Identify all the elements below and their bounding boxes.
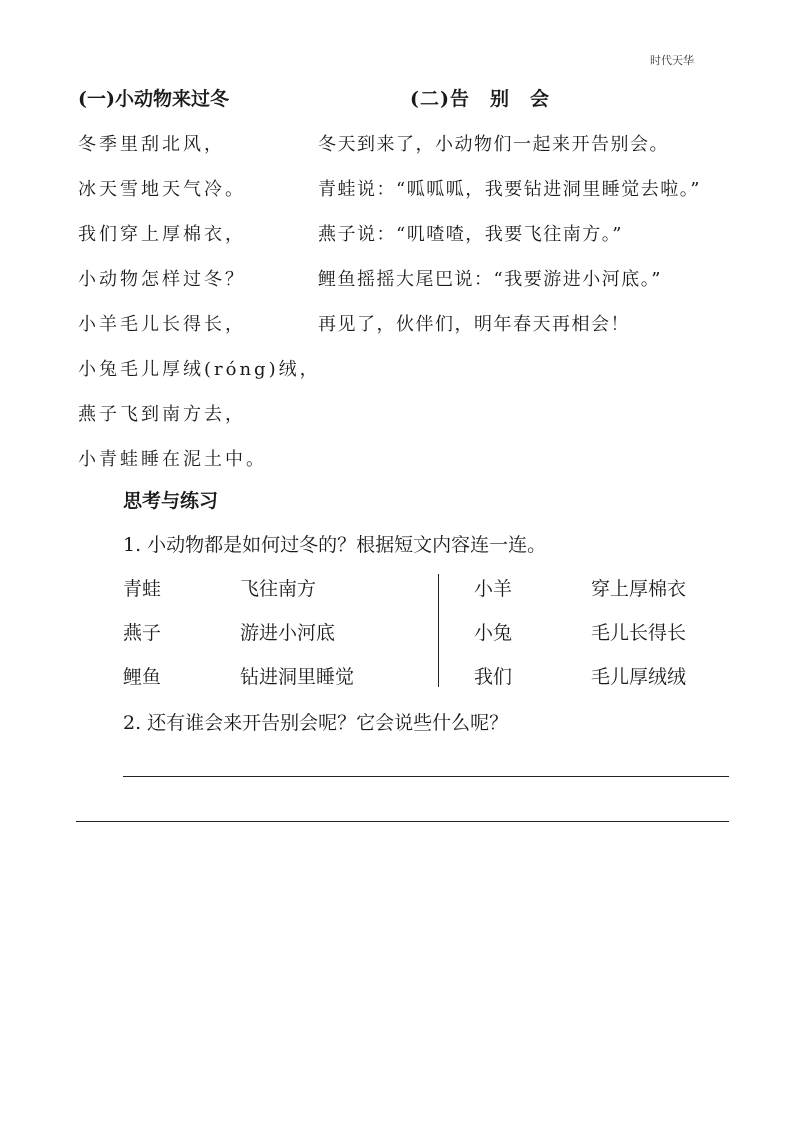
prose-line: 青蛙说：“呱呱呱，我要钻进洞里睡觉去啦。” — [318, 179, 701, 200]
action-item[interactable]: 毛儿厚绒绒 — [591, 666, 687, 688]
question-1: 1. 小动物都是如何过冬的？根据短文内容连一连。 — [123, 534, 547, 556]
poem-line: 小羊毛儿长得长， — [78, 314, 246, 335]
animal-item[interactable]: 我们 — [474, 666, 513, 688]
publisher-label: 时代天华 — [650, 54, 694, 67]
poem-line: 冬季里刮北风， — [78, 134, 225, 155]
prose-line: 冬天到来了，小动物们一起来开告别会。 — [318, 134, 669, 155]
action-item[interactable]: 毛儿长得长 — [591, 622, 687, 644]
poem-line: 小动物怎样过冬？ — [78, 269, 246, 290]
action-item[interactable]: 穿上厚棉衣 — [591, 578, 687, 600]
poem-line: 我们穿上厚棉衣， — [78, 224, 246, 245]
prose-line: 再见了，伙伴们，明年春天再相会！ — [318, 314, 630, 335]
action-item[interactable]: 钻进洞里睡觉 — [240, 666, 355, 688]
action-item[interactable]: 飞往南方 — [240, 578, 317, 600]
poem-line: 冰天雪地天气冷。 — [78, 179, 246, 200]
action-item[interactable]: 游进小河底 — [240, 622, 336, 644]
prose-line: 鲤鱼摇摇大尾巴说：“我要游进小河底。” — [318, 269, 662, 290]
section1-title: (一)小动物来过冬 — [78, 88, 229, 110]
animal-item[interactable]: 小兔 — [474, 622, 513, 644]
animal-item[interactable]: 小羊 — [474, 578, 513, 600]
animal-item[interactable]: 燕子 — [123, 622, 162, 644]
exercise-title: 思考与练习 — [123, 490, 219, 512]
section2-title: (二)告 别 会 — [410, 88, 550, 110]
answer-line[interactable] — [123, 776, 729, 777]
animal-item[interactable]: 青蛙 — [123, 578, 162, 600]
question-2: 2. 还有谁会来开告别会呢？它会说些什么呢？ — [123, 712, 509, 734]
animal-item[interactable]: 鲤鱼 — [123, 666, 162, 688]
poem-line: 燕子飞到南方去， — [78, 404, 246, 425]
column-divider — [438, 574, 439, 687]
answer-line[interactable] — [76, 821, 729, 822]
prose-line: 燕子说：“叽喳喳，我要飞往南方。” — [318, 224, 623, 245]
poem-line: 小青蛙睡在泥土中。 — [78, 449, 267, 470]
poem-line: 小兔毛儿厚绒(róng)绒， — [78, 359, 321, 380]
